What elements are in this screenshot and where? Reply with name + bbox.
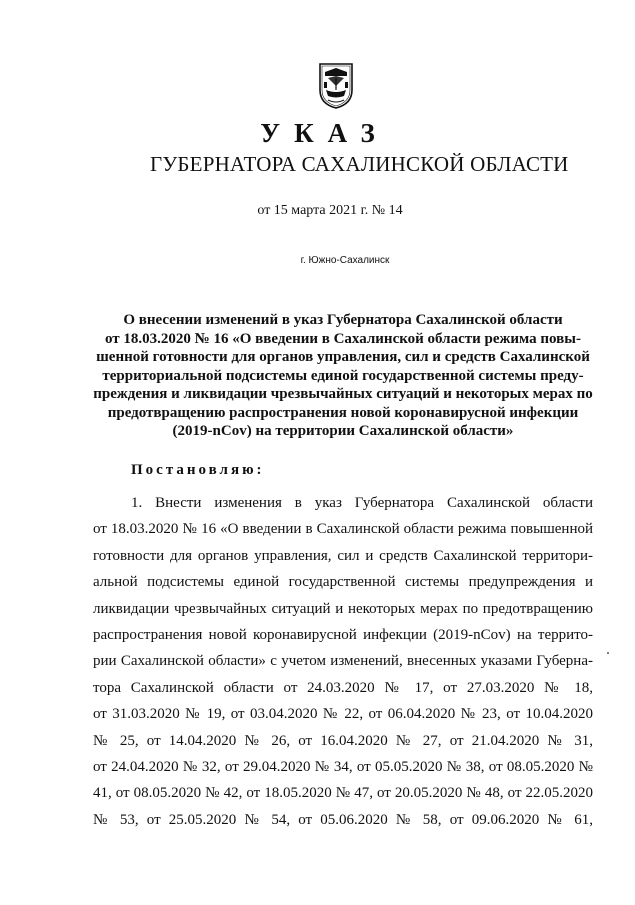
resolve-label: Постановляю: bbox=[131, 462, 265, 478]
body-line: от 24.04.2020 № 32, от 29.04.2020 № 34, от 05.05.2020 № 38, от 08.05.2020 № bbox=[93, 758, 593, 775]
body-line: альной подсистемы единой государственной системы предупреждения и bbox=[93, 574, 593, 591]
coat-of-arms-emblem bbox=[316, 60, 356, 110]
decree-subtitle: ГУБЕРНАТОРА САХАЛИНСКОЙ ОБЛАСТИ bbox=[150, 152, 569, 176]
body-line: распространения новой коронавирусной инфекции (2019-nCov) на террито- bbox=[93, 626, 593, 643]
decree-title: УКАЗ bbox=[260, 118, 389, 148]
body-line: от 18.03.2020 № 16 «О введении в Сахалинской области режима повышенной bbox=[93, 521, 593, 538]
body-line: тора Сахалинской области от 24.03.2020 № 17, от 27.03.2020 № 18, bbox=[93, 679, 593, 696]
heading-line: предотвращению распространения новой коронавирусной инфекции bbox=[107, 404, 579, 421]
body-line: 1. Внести изменения в указ Губернатора Сахалинской области bbox=[131, 495, 593, 511]
body-line: № 53, от 25.05.2020 № 54, от 05.06.2020 № 58, от 09.06.2020 № 61, bbox=[93, 811, 593, 828]
heading-line: О внесении изменений в указ Губернатора Сахалинской области bbox=[123, 312, 563, 328]
issue-city: г. Южно-Сахалинск bbox=[300, 255, 390, 266]
heading-line: от 18.03.2020 № 16 «О введении в Сахалинской области режима повы- bbox=[105, 330, 581, 347]
body-line: № 25, от 14.04.2020 № 26, от 16.04.2020 № 27, от 21.04.2020 № 31, bbox=[93, 732, 593, 749]
heading-line: шенной готовности для органов управления, сил и средств Сахалинской bbox=[96, 349, 590, 365]
heading-line: (2019-nCov) на территории Сахалинской области» bbox=[172, 423, 514, 439]
scan-speck bbox=[607, 652, 609, 654]
body-line: 41, от 08.05.2020 № 42, от 18.05.2020 № 47, от 20.05.2020 № 48, от 22.05.2020 bbox=[93, 785, 593, 802]
decree-date-number: от 15 марта 2021 г. № 14 bbox=[257, 203, 403, 218]
body-line: рии Сахалинской области» с учетом изменений, внесенных указами Губерна- bbox=[93, 653, 593, 670]
body-line: ликвидации чрезвычайных ситуаций и некоторых мерах по предотвращению bbox=[93, 600, 593, 617]
heading-line: территориальной подсистемы единой государственной системы преду- bbox=[102, 367, 584, 384]
body-line: готовности для органов управления, сил и средств Сахалинской территори- bbox=[93, 547, 593, 564]
body-line: от 31.03.2020 № 19, от 03.04.2020 № 22, от 06.04.2020 № 23, от 10.04.2020 bbox=[93, 706, 593, 723]
decree-heading bbox=[88, 311, 598, 441]
decree-body bbox=[93, 490, 593, 833]
heading-line: преждения и ликвидации чрезвычайных ситуаций и некоторых мерах по bbox=[93, 386, 593, 402]
